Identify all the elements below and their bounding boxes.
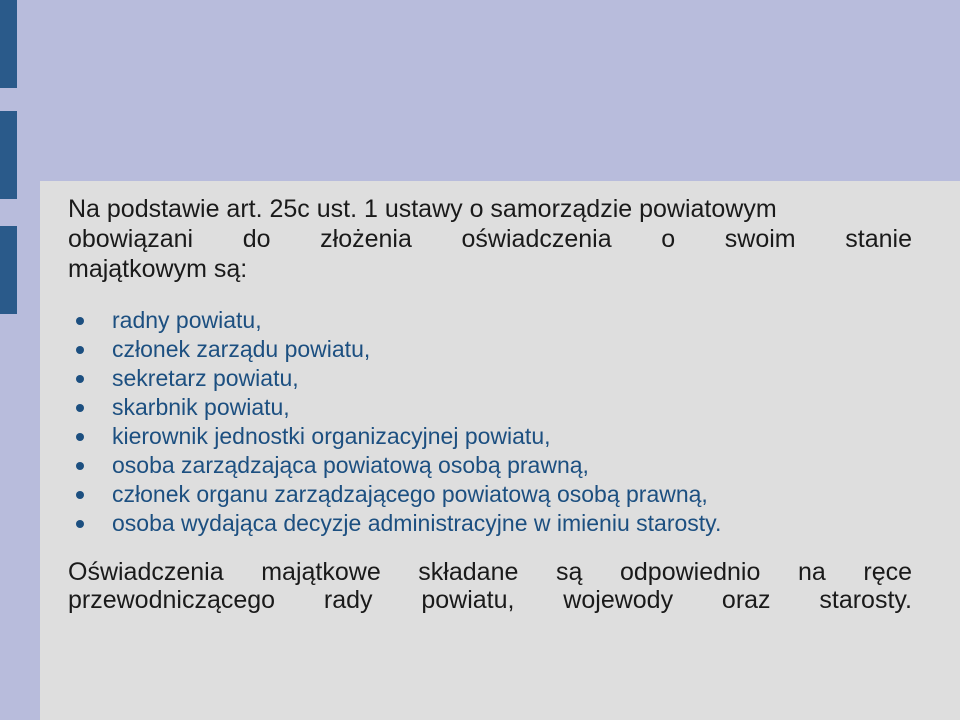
bullet-dot-icon — [76, 520, 84, 528]
list-item — [68, 509, 912, 538]
list-item-label: kierownik jednostki organizacyjnej powiatu, — [112, 423, 551, 449]
accent-stripe — [0, 226, 17, 314]
list-item-label: osoba wydająca decyzje administracyjne w imieniu starosty. — [112, 510, 722, 536]
intro-line-1: Na podstawie art. 25c ust. 1 ustawy o samorządzie powiatowym — [68, 195, 777, 223]
bullet-dot-icon — [76, 462, 84, 470]
list-item-label: członek zarządu powiatu, — [112, 336, 371, 362]
bullet-dot-icon — [76, 404, 84, 412]
bullet-dot-icon — [76, 433, 84, 441]
bullet-dot-icon — [76, 375, 84, 383]
spacer — [68, 538, 912, 558]
list-item-label: skarbnik powiatu, — [112, 394, 290, 420]
list-item — [68, 335, 912, 364]
list-item — [68, 393, 912, 422]
list-item-label: członek organu zarządzającego powiatową osobą prawną, — [112, 481, 708, 507]
slide-text — [68, 194, 912, 614]
list-item-label: osoba zarządzająca powiatową osobą prawną, — [112, 452, 589, 478]
list-item — [68, 422, 912, 451]
bullet-list — [68, 306, 912, 538]
list-item — [68, 480, 912, 509]
accent-stripe — [0, 111, 17, 199]
list-item-label: sekretarz powiatu, — [112, 365, 299, 391]
bullet-dot-icon — [76, 346, 84, 354]
list-item-label: radny powiatu, — [112, 307, 262, 333]
list-item — [68, 364, 912, 393]
closing-line-2: przewodniczącego rady powiatu, wojewody oraz starosty. — [68, 586, 912, 614]
closing-line-1: Oświadczenia majątkowe składane są odpowiednio na ręce — [68, 558, 912, 586]
list-item — [68, 306, 912, 335]
intro-line-2: obowiązani do złożenia oświadczenia o swoim stanie — [68, 225, 912, 253]
intro-line-3: majątkowym są: — [68, 255, 248, 283]
bullet-dot-icon — [76, 491, 84, 499]
list-item — [68, 451, 912, 480]
bullet-dot-icon — [76, 317, 84, 325]
accent-stripe — [0, 0, 17, 88]
